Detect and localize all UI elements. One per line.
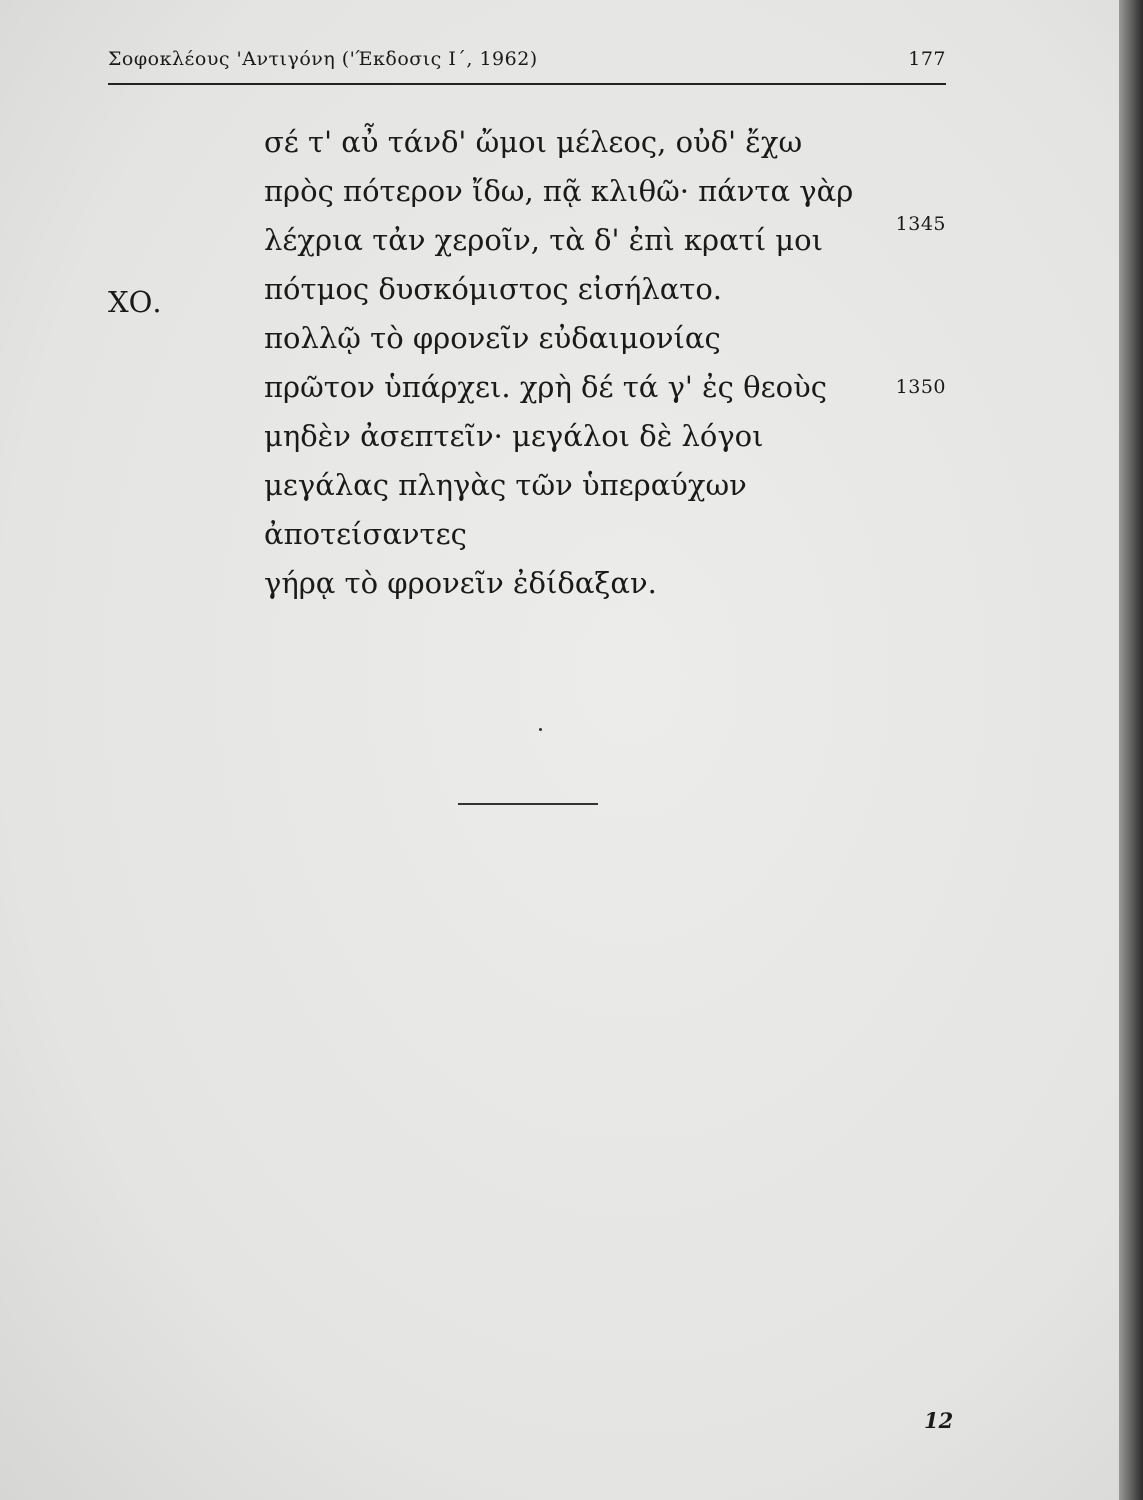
verse-line: ἀποτείσαντες: [264, 517, 467, 551]
separator-rule: [458, 803, 598, 805]
verse-line: πότμος δυσκόμιστος εἰσήλατο.: [264, 272, 723, 306]
signature-mark: 12: [924, 1408, 954, 1433]
verse-line: πολλῷ τὸ φρονεῖν εὐδαιμονίας: [264, 321, 721, 355]
line-number-1345: 1345: [895, 213, 946, 235]
verse-line: πρῶτον ὑπάρχει. χρὴ δέ τά γ' ἐς θεοὺς: [264, 370, 827, 404]
page-number: 177: [908, 48, 946, 70]
verse-line: μεγάλας πληγὰς τῶν ὑπεραύχων: [264, 468, 747, 502]
header-rule: [108, 83, 946, 85]
speaker-label: ΧΟ.: [108, 285, 162, 319]
page-edge-shadow: [1119, 0, 1143, 1500]
verse-block: [264, 118, 853, 608]
verse-line: πρὸς πότερον ἴδω, πᾷ κλιθῶ· πάντα γὰρ: [264, 174, 854, 208]
line-number-1350: 1350: [895, 376, 946, 398]
running-title: Σοφοκλέους 'Αντιγόνη ('Έκδοσις Ι΄, 1962): [108, 48, 538, 70]
verse-line: σέ τ' αὖ τάνδ' ὤμοι μέλεος, οὐδ' ἔχω: [264, 125, 803, 159]
verse-line: μηδὲν ἀσεπτεῖν· μεγάλοι δὲ λόγοι: [264, 419, 764, 453]
verse-line: γήρᾳ τὸ φρονεῖν ἐδίδαξαν.: [264, 566, 657, 600]
verse-line: λέχρια τἀν χεροῖν, τὰ δ' ἐπὶ κρατί μοι: [264, 223, 823, 257]
ink-dot: [539, 728, 542, 731]
running-header: [108, 44, 946, 78]
